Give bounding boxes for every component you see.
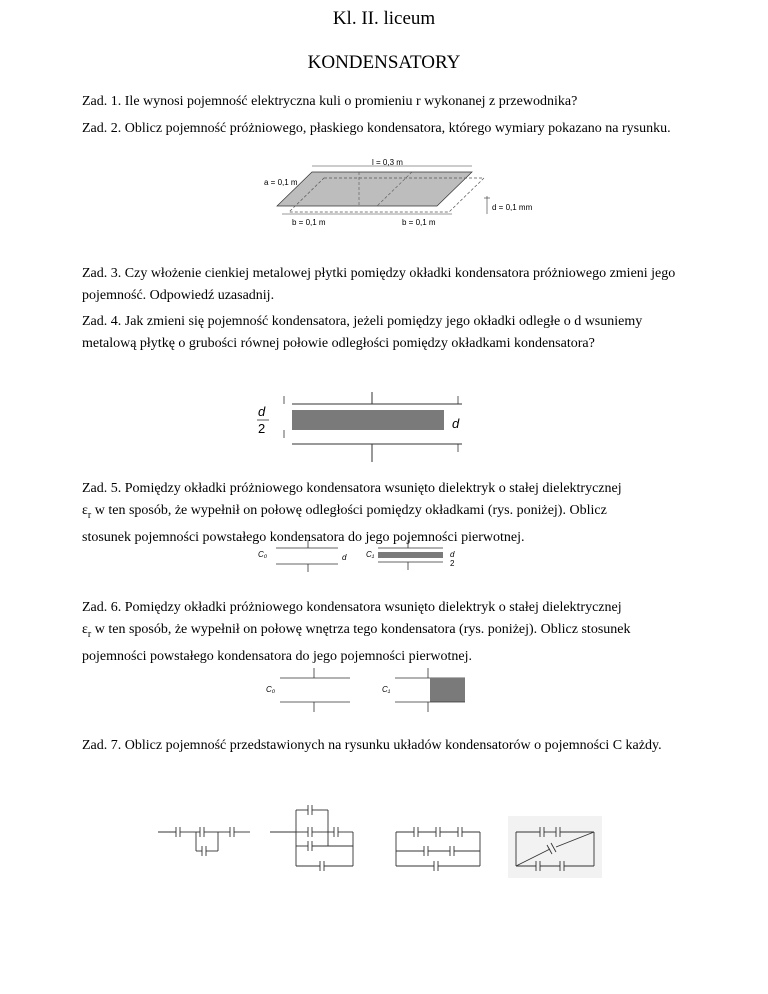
label-l: l = 0,3 m <box>372 158 403 167</box>
epsilon-symbol: $\varepsilon_r$ <box>82 622 92 640</box>
task-4: Zad. 4. Jak zmieni się pojemność kondensatora, jeżeli pomiędzy jego okładki odległe o d wsuniemy metalową płytkę o grubości równej połowie odległości pomiędzy okładkami kondensatora? <box>82 314 643 351</box>
label-half-num: d <box>450 550 455 559</box>
task-3: Zad. 3. Czy włożenie cienkiej metalowej płytki pomiędzy okładki kondensatora próżniowego zmieni jego pojemność. Odpowiedź uzasadnij. <box>82 266 676 303</box>
circuit-2 <box>270 805 353 871</box>
label-d: d = 0,1 mm <box>492 203 533 212</box>
dielectric-fill <box>430 678 465 702</box>
figure-plate-capacitor <box>262 158 562 230</box>
task-2: Zad. 2. Oblicz pojemność próżniowego, płaskiego kondensatora, którego wymiary pokazano na rysunku. <box>82 121 671 136</box>
epsilon-symbol: $\varepsilon_r$ <box>82 503 92 521</box>
task-7: Zad. 7. Oblicz pojemność przedstawionych na rysunku układów kondensatorów o pojemności C każdy. <box>82 738 662 753</box>
label-half-den: 2 <box>450 559 455 568</box>
class-title: Kl. II. liceum <box>332 8 436 29</box>
label-c0: C₀ <box>266 685 276 694</box>
task-6-line3: pojemności powstałego kondensatora do jego pojemności pierwotnej. <box>82 648 472 664</box>
figure-half-dielectric <box>262 668 482 712</box>
dielectric-fill <box>378 552 443 558</box>
circuit-1 <box>158 827 250 856</box>
label-half-num: d <box>258 404 266 419</box>
metal-plate <box>292 410 444 430</box>
task-5-line2: w ten sposób, że wypełnił on połowę odległości pomiędzy okładkami (rys. poniżej). Oblicz <box>91 503 607 518</box>
page-title: KONDENSATORY <box>307 52 461 73</box>
label-c1: C₁ <box>382 685 391 694</box>
circuit-3 <box>396 827 480 871</box>
circuit-4 <box>508 816 602 878</box>
label-c1: C₁ <box>366 550 375 559</box>
label-b2: b = 0,1 m <box>402 218 436 227</box>
task-6 <box>82 597 694 668</box>
task-6-line2: w ten sposób, że wypełnił on połowę wnętrza tego kondensatora (rys. poniżej). Oblicz stosunek <box>91 622 631 637</box>
task-5-line1: Zad. 5. Pomiędzy okładki próżniowego kondensatora wsunięto dielektryk o stałej dielektrycznej <box>82 481 622 496</box>
figure-capacitor-circuits <box>158 796 608 882</box>
label-half-den: 2 <box>258 421 266 436</box>
label-a: a = 0,1 m <box>264 178 298 187</box>
figure-metal-plate <box>252 392 482 464</box>
label-d: d <box>452 416 460 431</box>
figure-dielectric-layer <box>258 540 468 572</box>
label-d: d <box>342 553 347 562</box>
label-c0: C₀ <box>258 550 268 559</box>
task-6-line1: Zad. 6. Pomiędzy okładki próżniowego kondensatora wsunięto dielektryk o stałej dielektrycznej <box>82 600 622 615</box>
task-5-line3: stosunek pojemności powstałego kondensatora do jego pojemności pierwotnej. <box>82 529 525 545</box>
label-b1: b = 0,1 m <box>292 218 326 227</box>
task-1: Zad. 1. Ile wynosi pojemność elektryczna kuli o promieniu r wykonanej z przewodnika? <box>82 94 578 109</box>
task-5 <box>82 478 694 549</box>
top-plate <box>277 172 472 206</box>
